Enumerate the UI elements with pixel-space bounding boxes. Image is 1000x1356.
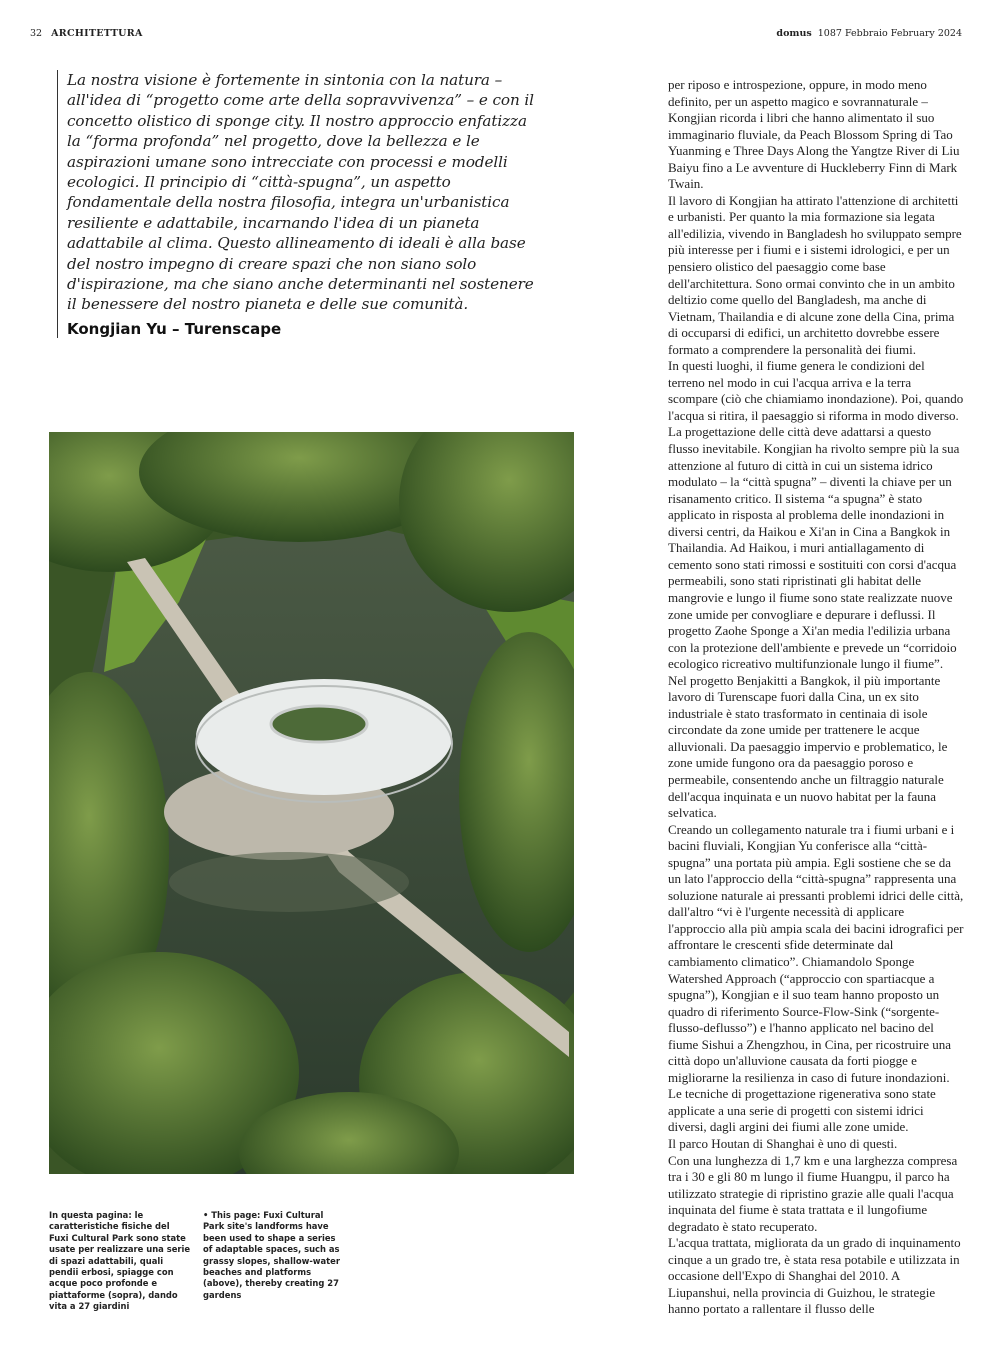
body-paragraph-2: Il lavoro di Kongjian ha attirato l'attenzione di architetti e urbanisti. Per quanto la mia formazione sia legata all'edilizia, vivendo in Bangladesh ho sviluppato sempre più interesse per i fiumi e i sistemi idrologici, e per un pensiero olistico del paesaggio come base dell'architettura. Sono ormai convinto che in un ambito deltizio come quello del Bangladesh, ma anche di Vietnam, Thailandia e di alcune zone della Cina, prima di occuparsi di edifici, un architetto dovrebbe essere formato a comprendere la personalità dei fiumi. — [668, 192, 962, 357]
quote-text: La nostra visione è fortemente in sintonia con la natura – all'idea di “progetto come arte della sopravvivenza” – e con il concetto olistico di sponge city. Il nostro approccio enfatizza la “forma profonda” nel progetto, dove la bellezza e le aspirazioni umane sono intrecciate con processi e modelli ecologici. Il principio di “città-spugna”, un aspetto fondamentale della nostra filosofia, integra un'urbanistica resiliente e adattabile, incarnando l'idea di un pianeta adattabile al clima. Questo allineamento di ideali è alla base del nostro impegno di creare spazi che non siano solo d'ispirazione, ma che siano anche determinanti nel sostenere il benessere del nostro pianeta e delle sue comunità. — [67, 71, 534, 314]
section-label: ARCHITETTURA — [51, 28, 143, 39]
park-photo — [49, 432, 574, 1174]
magazine-name: domus — [776, 28, 812, 39]
body-paragraph-4: Creando un collegamento naturale tra i fiumi urbani e i bacini fluviali, Kongjian Yu conferisce alla “città-spugna” una portata più ampia. Egli sostiene che se da un lato l'approccio della “città-spugna” rappresenta una soluzione naturale ai pressanti problemi idrici delle città, dall'altro “vi è l'urgente necessità di applicare l'approccio alla più ampia scala dei bacini idrografici per affrontare le crescenti sfide determinate dal cambiamento climatico”. Chiamandolo Sponge Watershed Approach (“approccio con spartiacque a spugna”), Kongjian e il suo team hanno proposto un quadro di riferimento Source-Flow-Sink (“sorgente-flusso-deflusso”) e l'hanno applicato nel bacino del fiume Sishui a Zhengzhou, in Cina, per ricostruire una città dopo un'alluvione causata da forti piogge e migliorarne la resilienza in caso di future inondazioni. Le tecniche di progettazione rigenerativa sono state applicate a una serie di progetti con sistemi idrici diversi, dagli argini dei fiumi alle zone umide. — [668, 821, 964, 1135]
body-column — [668, 77, 964, 1318]
caption-english: • This page: Fuxi Cultural Park site's landforms have been used to shape a series of adaptable spaces, such as grassy slopes, shallow-water beaches and platforms (above), thereby creating 27 gardens — [203, 1210, 340, 1300]
page-number: 32 — [30, 28, 43, 39]
page-header-left — [30, 28, 143, 39]
issue-info: 1087 Febbraio February 2024 — [817, 28, 962, 39]
body-paragraph-5: Il parco Houtan di Shanghai è uno di questi. — [668, 1136, 898, 1151]
caption-italian: In questa pagina: le caratteristiche fisiche del Fuxi Cultural Park sono state usate per realizzare una serie di spazi adattabili, quali pendii erbosi, spiagge con acque poco profonde e piattaforme (sopra), dando vita a 27 giardini — [49, 1210, 191, 1312]
body-paragraph-6: Con una lunghezza di 1,7 km e una larghezza compresa tra i 30 e gli 80 m lungo il fiume Huangpu, il parco ha utilizzato strategie di ripristino grazie alle quali l'acqua inquinata del fiume è stata trattata e il lungofiume degradato è stato recuperato. — [668, 1152, 958, 1234]
pull-quote — [57, 70, 537, 338]
park-aerial-image — [49, 432, 574, 1174]
body-paragraph-1: per riposo e introspezione, oppure, in modo meno definito, per un aspetto magico e sovrannaturale – Kongjian ricorda i libri che hanno alimentato il suo immaginario fluviale, da Peach Blossom Spring di Tao Yuanming e Three Days Along the Yangtze River di Liu Baiyu fino a Le avventure di Huckleberry Finn di Mark Twain. — [668, 77, 960, 192]
page-header-right — [776, 28, 962, 39]
quote-author: Kongjian Yu – Turenscape — [67, 319, 282, 338]
body-paragraph-3: In questi luoghi, il fiume genera le condizioni del terreno nel modo in cui l'acqua arriva e la terra scompare (ciò che chiamiamo inondazione). Poi, quando l'acqua si ritira, il paesaggio si riforma in modo diverso. La progettazione delle città deve adattarsi a questo flusso inevitabile. Kongjian ha rivolto sempre più la sua attenzione al futuro di città in cui un sistema idrico modulato – la “città spugna” – diventi la chiave per un risanamento critico. Il sistema “a spugna” è stato applicato in risposta al problema delle inondazioni in diversi centri, da Haikou e Xi'an in Cina a Bangkok in Thailandia. Ad Haikou, i muri antiallagamento di cemento sono stati rimossi e sostituiti con corsi d'acqua permeabili, sono stati ripristinati gli habitat delle mangrovie e lungo il fiume sono state realizzate nuove zone umide per convogliare e depurare i deflussi. Il progetto Zaohe Sponge a Xi'an media l'edilizia urbana con la protezione dell'ambiente e prevede un “corridoio ecologico ricreativo multifunzionale lungo il fiume”. Nel progetto Benjakitti a Bangkok, il più importante lavoro di Turenscape fuori dalla Cina, un ex sito industriale è stato trasformato in centinaia di isole circondate da zone umide per trattenere le acque alluvionali. Da paesaggio impervio e problematico, le zone umide fungono ora da paesaggio poroso e permeabile, consentendo anche un filtraggio naturale dell'acqua inquinata e un nuovo habitat per la fauna selvatica. — [668, 358, 964, 821]
body-paragraph-7: L'acqua trattata, migliorata da un grado di inquinamento cinque a un grado tre, è stata resa potabile e utilizzata in occasione dell'Expo di Shanghai del 2010. A Liupanshui, nella provincia di Guizhou, le strategie hanno portato a rallentare il flusso delle — [668, 1235, 961, 1317]
